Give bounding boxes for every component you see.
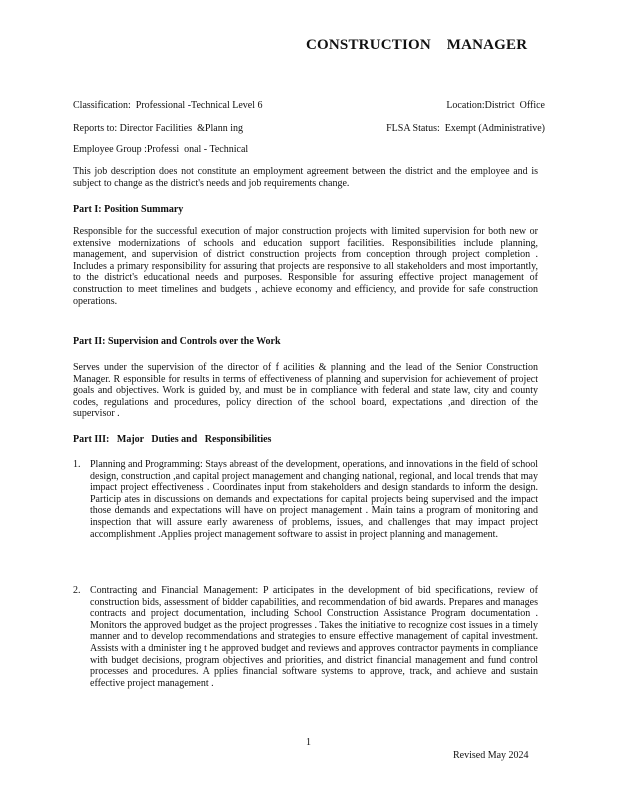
- disclaimer-paragraph: This job description does not constitute an employment agreement between the district and the employee and is subject to change as the district's needs and job requirements change.: [73, 166, 538, 189]
- duty-number: 1.: [73, 459, 81, 470]
- duty-text: Planning and Programming: Stays abreast of the development, operations, and innovations in the field of school design, construction ,and capital project management and changing national, regional, and local trends that may impact project effectiveness . Coordinates input from stakeholders and design standards to inform the design. Particip ates in discussions on demands and expectations for capital projects being supervised and the impact those demands and expectations will have on project management . Main tains a program of monitoring and inspection that will assure early awareness of problems, issues, and challenges that may impact project accomplishment .Applies project management software to assist in project planning and management.: [90, 459, 538, 540]
- part1-paragraph: Responsible for the successful execution of major construction projects with limited supervision for both new or extensive modernizations of schools and education support facilities. Responsibilities include planning, management, and supervision of district construction projects from conception through project completion . Includes a primary responsibility for assuring that projects are responsive to all stakeholders and most importantly, to the district's educational needs and purposes. Responsible for assuring effective project management of construction to meet timelines and budgets , achieve economy and efficiency, and provide for safe construction operations.: [73, 226, 538, 307]
- employee-group-text: Employee Group :Professi onal - Technical: [73, 144, 249, 155]
- classification-text: Classification: Professional -Technical Level 6: [73, 100, 263, 111]
- reports-to-row: [73, 123, 545, 134]
- document-title: CONSTRUCTION MANAGER: [306, 37, 528, 53]
- revised-date: Revised May 2024: [453, 750, 529, 761]
- duty-number: 2.: [73, 585, 81, 596]
- duty-text: Contracting and Financial Management: P articipates in the development of bid specifications, review of construction bids, assessment of bidder capabilities, and recommendation of bid awards. Prepares and manages contracts and project documentation, including School Construction Assistance Program documentation . Monitors the approved budget as the project progresses . Takes the initiative to recognize cost issues in a timely manner and to develop recommendations and strategies to ensure effective management of capital investment. Assists with a dminister ing t he approved budget and reviews and approves contractor payments in compliance with budget decisions, program objectives and priorities, and district financial management and fund control processes and procedures. A pplies financial software systems to approve, track, and achieve and sustain effective project management .: [90, 585, 538, 689]
- reports-to-text: Reports to: Director Facilities &Plann ing: [73, 123, 243, 134]
- part2-heading: Part II: Supervision and Controls over the Work: [73, 336, 281, 347]
- page-number: 1: [306, 737, 311, 748]
- part1-heading: Part I: Position Summary: [73, 204, 184, 215]
- classification-row: [73, 100, 545, 111]
- flsa-status-text: FLSA Status: Exempt (Administrative): [386, 123, 545, 134]
- employee-group-row: [73, 144, 545, 155]
- duty-item-2: [73, 585, 538, 689]
- location-text: Location:District Office: [446, 100, 545, 111]
- part3-heading: Part III: Major Duties and Responsibilities: [73, 434, 272, 445]
- part2-paragraph: Serves under the supervision of the director of f acilities & planning and the lead of the Senior Construction Manager. R esponsible for results in terms of effectiveness of planning and supervision for achievement of project goals and objectives. Work is guided by, and must be in compliance with federal and state law, city and county codes, regulations and procedures, policy direction of the school board, expectations ,and direction of the supervisor .: [73, 362, 538, 420]
- duty-item-1: [73, 459, 538, 540]
